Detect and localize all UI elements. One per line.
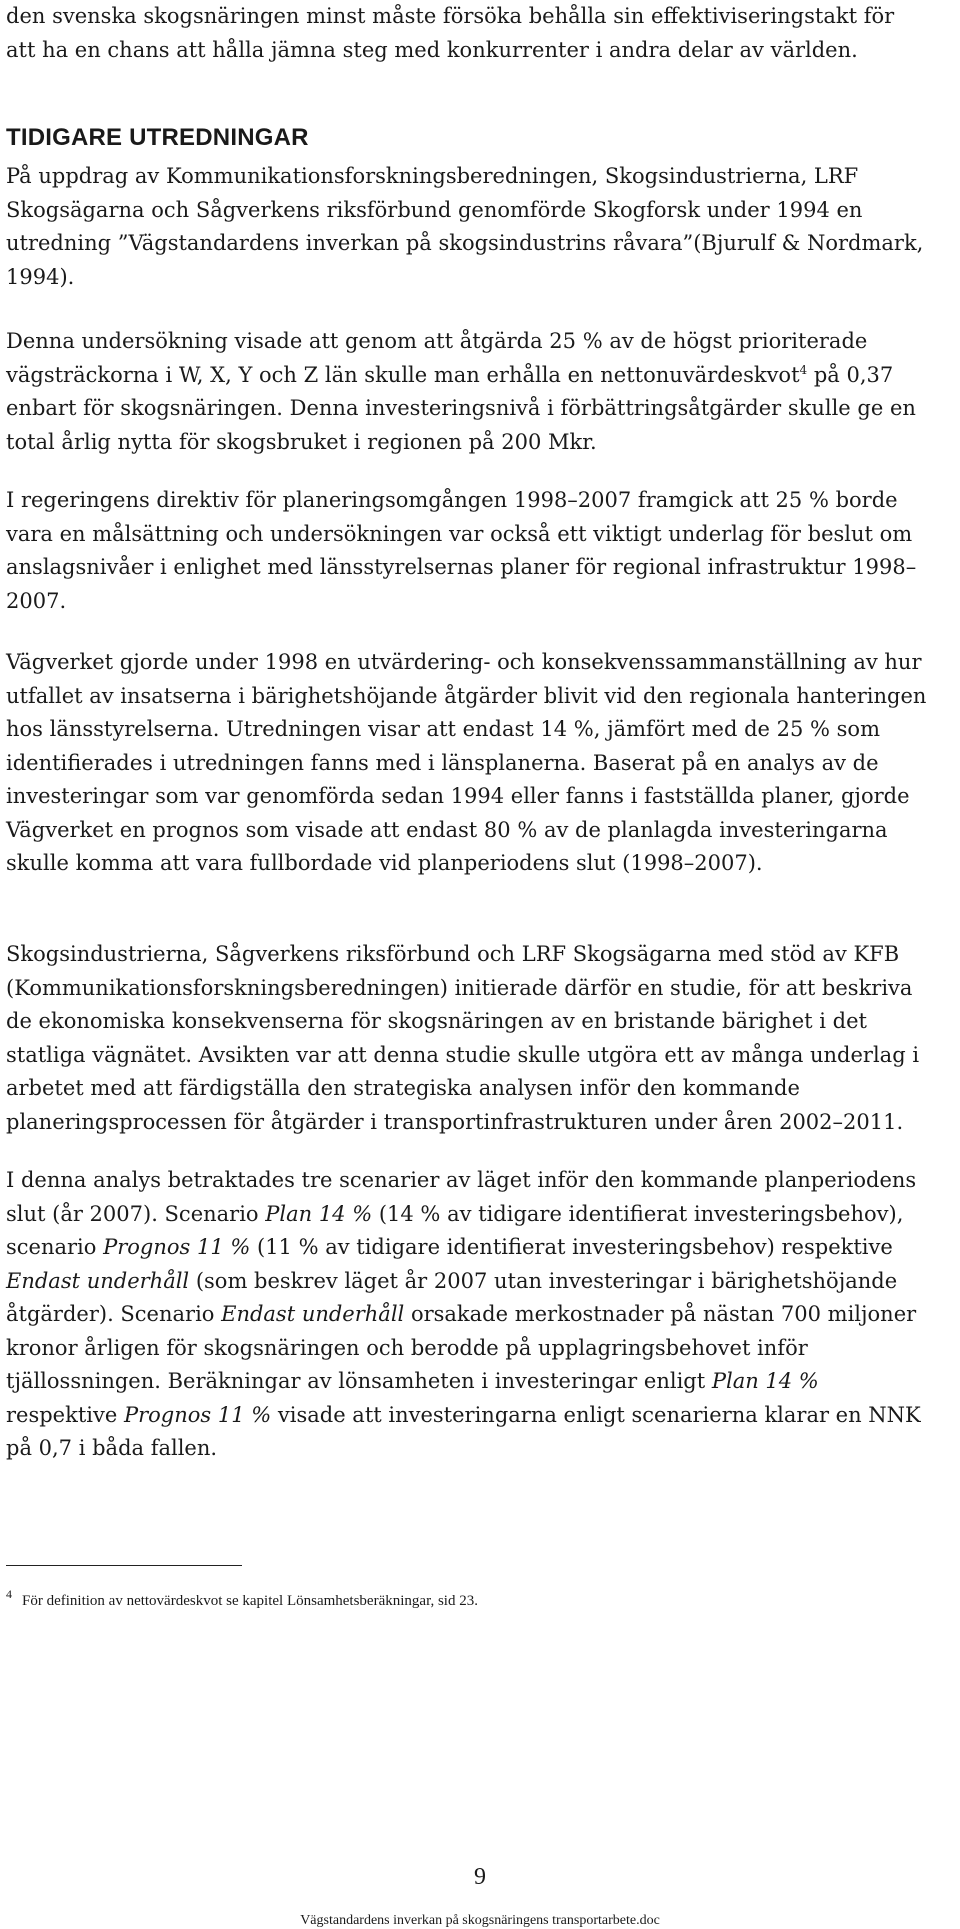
paragraph-regeringens-direktiv: I regeringens direktiv för planeringsomgången 1998–2007 framgick att 25 % borde vara en målsättning och undersökningen var också ett viktigt underlag för beslut om anslagsnivåer i enlighet med länsstyrelsernas planer för regional infrastruktur 1998–2007.	[6, 488, 917, 613]
paragraph-text: (som beskrev läget år 2007 utan investeringar i bärighetshöjande åtgärder). Scenario	[6, 1268, 898, 1326]
paragraph-text: orsakade merkostnader på nästan 700 miljoner kronor årligen för skogsnäringen och berodde på upplagringsbehovet inför tjällossningen. Beräkningar av lönsamheten i investeringar enligt	[6, 1302, 917, 1393]
footnote	[6, 1587, 478, 1610]
paragraph-vagverket-utvardering: Vägverket gjorde under 1998 en utvärdering- och konsekvenssammanställning av hur utfallet av insatserna i bärighetshöjande åtgärder blivit vid den regionala hanteringen hos länsstyrelserna. Utredningen visar att endast 14 %, jämfört med de 25 % som identifierades i utredningen fanns med i länsplanerna. Baserat på en analys av de investeringar som var genomförda sedan 1994 eller fanns i fastställda planer, gjorde Vägverket en prognos som visade att endast 80 % av de planlagda investeringarna skulle komma att vara fullbordade vid planperiodens slut (1998–2007).	[6, 650, 927, 875]
paragraph-skogforsk-utredning: På uppdrag av Kommunikationsforskningsberedningen, Skogsindustrierna, LRF Skogsägarna och Sågverkens riksförbund genomförde Skogforsk under 1994 en utredning ”Vägstandardens inverkan på skogsindustrins råvara”(Bjurulf & Nordmark, 1994).	[6, 164, 924, 289]
footnote-reference[interactable]: 4	[799, 362, 808, 377]
scenario-name: Plan 14 %	[711, 1369, 819, 1393]
scenario-name: Plan 14 %	[265, 1201, 373, 1226]
paragraph-studie-initiering: Skogsindustrierna, Sågverkens riksförbund och LRF Skogsägarna med stöd av KFB (Kommunikationsforskningsberedningen) initierade därför en studie, för att beskriva de ekonomiska konsekvenserna för skogsnäringen av en bristande bärighet i det statliga vägnätet. Avsikten var att denna studie skulle utgöra ett av många underlag i arbetet med att färdigställa den strategiska analysen inför den kommande planeringsprocessen för åtgärder i transportinfrastrukturen under åren 2002–2011.	[6, 942, 920, 1134]
scenario-name: Endast underhåll	[221, 1302, 405, 1326]
footnote-divider	[6, 1565, 242, 1566]
scenario-name: Prognos 11 %	[103, 1235, 251, 1259]
paragraph-text: (11 % av tidigare identifierat investeringsbehov) respektive	[250, 1235, 893, 1259]
scenario-name: Prognos 11 %	[123, 1402, 272, 1427]
section-heading: TIDIGARE UTREDNINGAR	[6, 124, 309, 151]
paragraph-text: Denna undersökning visade att genom att åtgärda 25 % av de högst prioriterade vägsträckorna i W, X, Y och Z län skulle man erhålla en nettonuvärdeskvot	[6, 329, 868, 387]
footnote-text: För definition av nettovärdeskvot se kapitel Lönsamhetsberäkningar, sid 23.	[22, 1593, 478, 1609]
paragraph-scenarier	[6, 1164, 930, 1466]
paragraph-text: visade att investeringarna enligt scenarierna klarar en NNK på 0,7 i båda fallen.	[6, 1402, 921, 1460]
paragraph-text: på 0,37 enbart för skogsnäringen. Denna investeringsnivå i förbättringsåtgärder skulle ge en total årlig nytta för skogsbruket i regionen på 200 Mkr.	[6, 362, 916, 454]
page-footer-filename: Vägstandardens inverkan på skogsnäringens transportarbete.doc	[300, 1913, 660, 1928]
page-number: 9	[474, 1864, 486, 1890]
footnote-number: 4	[6, 1587, 12, 1601]
paragraph-undersokning	[6, 325, 930, 459]
intro-continuation-paragraph: den svenska skogsnäringen minst måste försöka behålla sin effektiviseringstakt för att ha en chans att hålla jämna steg med konkurrenter i andra delar av världen.	[6, 4, 895, 62]
paragraph-text: respektive	[6, 1402, 124, 1427]
scenario-name: Endast underhåll	[6, 1268, 190, 1293]
paragraph-text: (14 % av tidigare identifierat investeringsbehov), scenario	[6, 1201, 904, 1259]
paragraph-text: I denna analys betraktades tre scenarier av läget inför den kommande planperiodens slut (år 2007). Scenario	[6, 1168, 917, 1226]
